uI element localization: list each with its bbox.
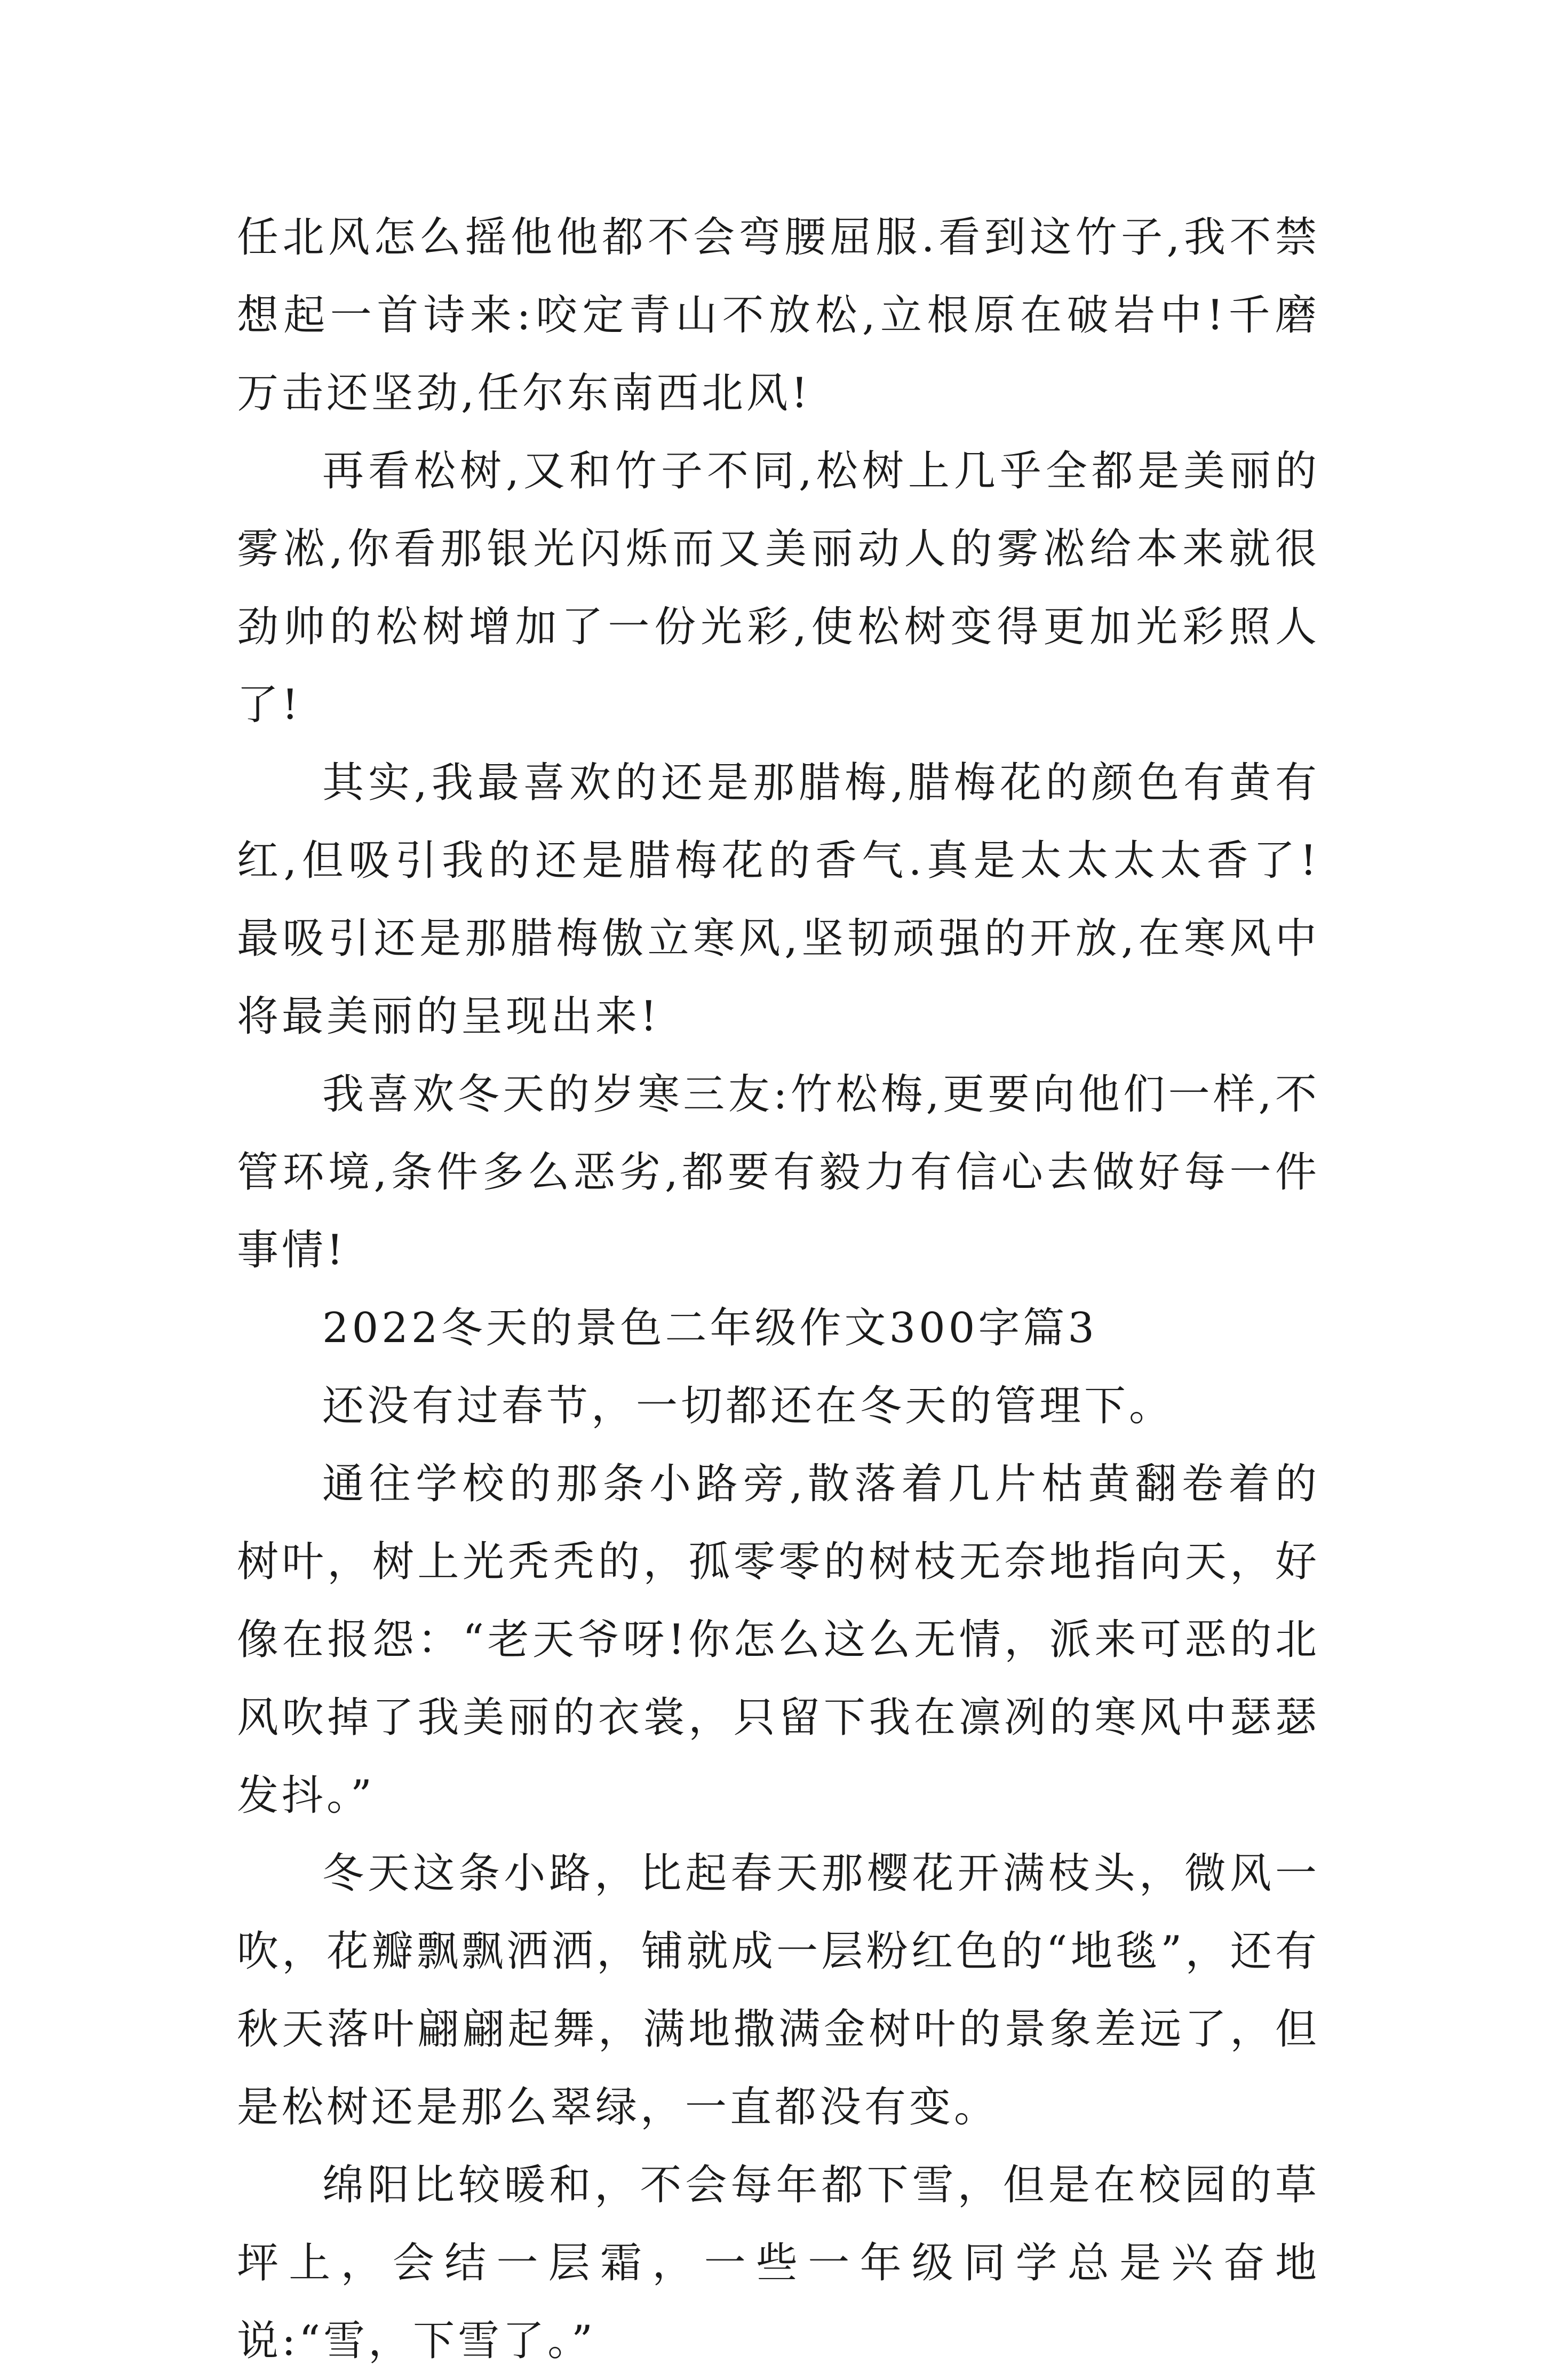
document-body <box>237 199 1320 2380</box>
paragraph-school-road: 通往学校的那条小路旁,散落着几片枯黄翻卷着的树叶，树上光秃秃的，孤零零的树枝无奈地指向天，好像在报怨：“老天爷呀!你怎么这么无情，派来可恶的北风吹掉了我美丽的衣裳，只留下我在凛冽的寒风中瑟瑟发抖。” <box>237 1460 1320 1820</box>
paragraph-plum: 其实,我最喜欢的还是那腊梅,腊梅花的颜色有黄有红,但吸引我的还是腊梅花的香气.真是太太太太香了!最吸引还是那腊梅傲立寒风,坚韧顽强的开放,在寒风中将最美丽的呈现出来! <box>237 759 1320 1041</box>
paragraph-spring-festival: 还没有过春节，一切都还在冬天的管理下。 <box>322 1382 1174 1430</box>
paragraph-pine: 再看松树,又和竹子不同,松树上几乎全都是美丽的雾凇,你看那银光闪烁而又美丽动人的雾凇给本来就很劲帅的松树增加了一份光彩,使松树变得更加光彩照人了! <box>237 447 1320 729</box>
essay-title: 2022冬天的景色二年级作文300字篇3 <box>322 1304 1098 1352</box>
paragraph-three-friends: 我喜欢冬天的岁寒三友:竹松梅,更要向他们一样,不管环境,条件多么恶劣,都要有毅力有信心去做好每一件事情! <box>237 1070 1320 1274</box>
paragraph-mianyang: 绵阳比较暖和，不会每年都下雪，但是在校园的草坪上，会结一层霜，一些一年级同学总是兴奋地说:“雪，下雪了。” <box>237 2161 1320 2365</box>
paragraph-winter-road: 冬天这条小路，比起春天那樱花开满枝头，微风一吹，花瓣飘飘洒洒，铺就成一层粉红色的“地毯”，还有秋天落叶翩翩起舞，满地撒满金树叶的景象差远了，但是松树还是那么翠绿，一直都没有变。 <box>237 1850 1320 2131</box>
paragraph-bamboo: 任北风怎么摇他他都不会弯腰屈服.看到这竹子,我不禁想起一首诗来:咬定青山不放松,立根原在破岩中!千磨万击还坚劲,任尔东南西北风! <box>237 213 1320 417</box>
